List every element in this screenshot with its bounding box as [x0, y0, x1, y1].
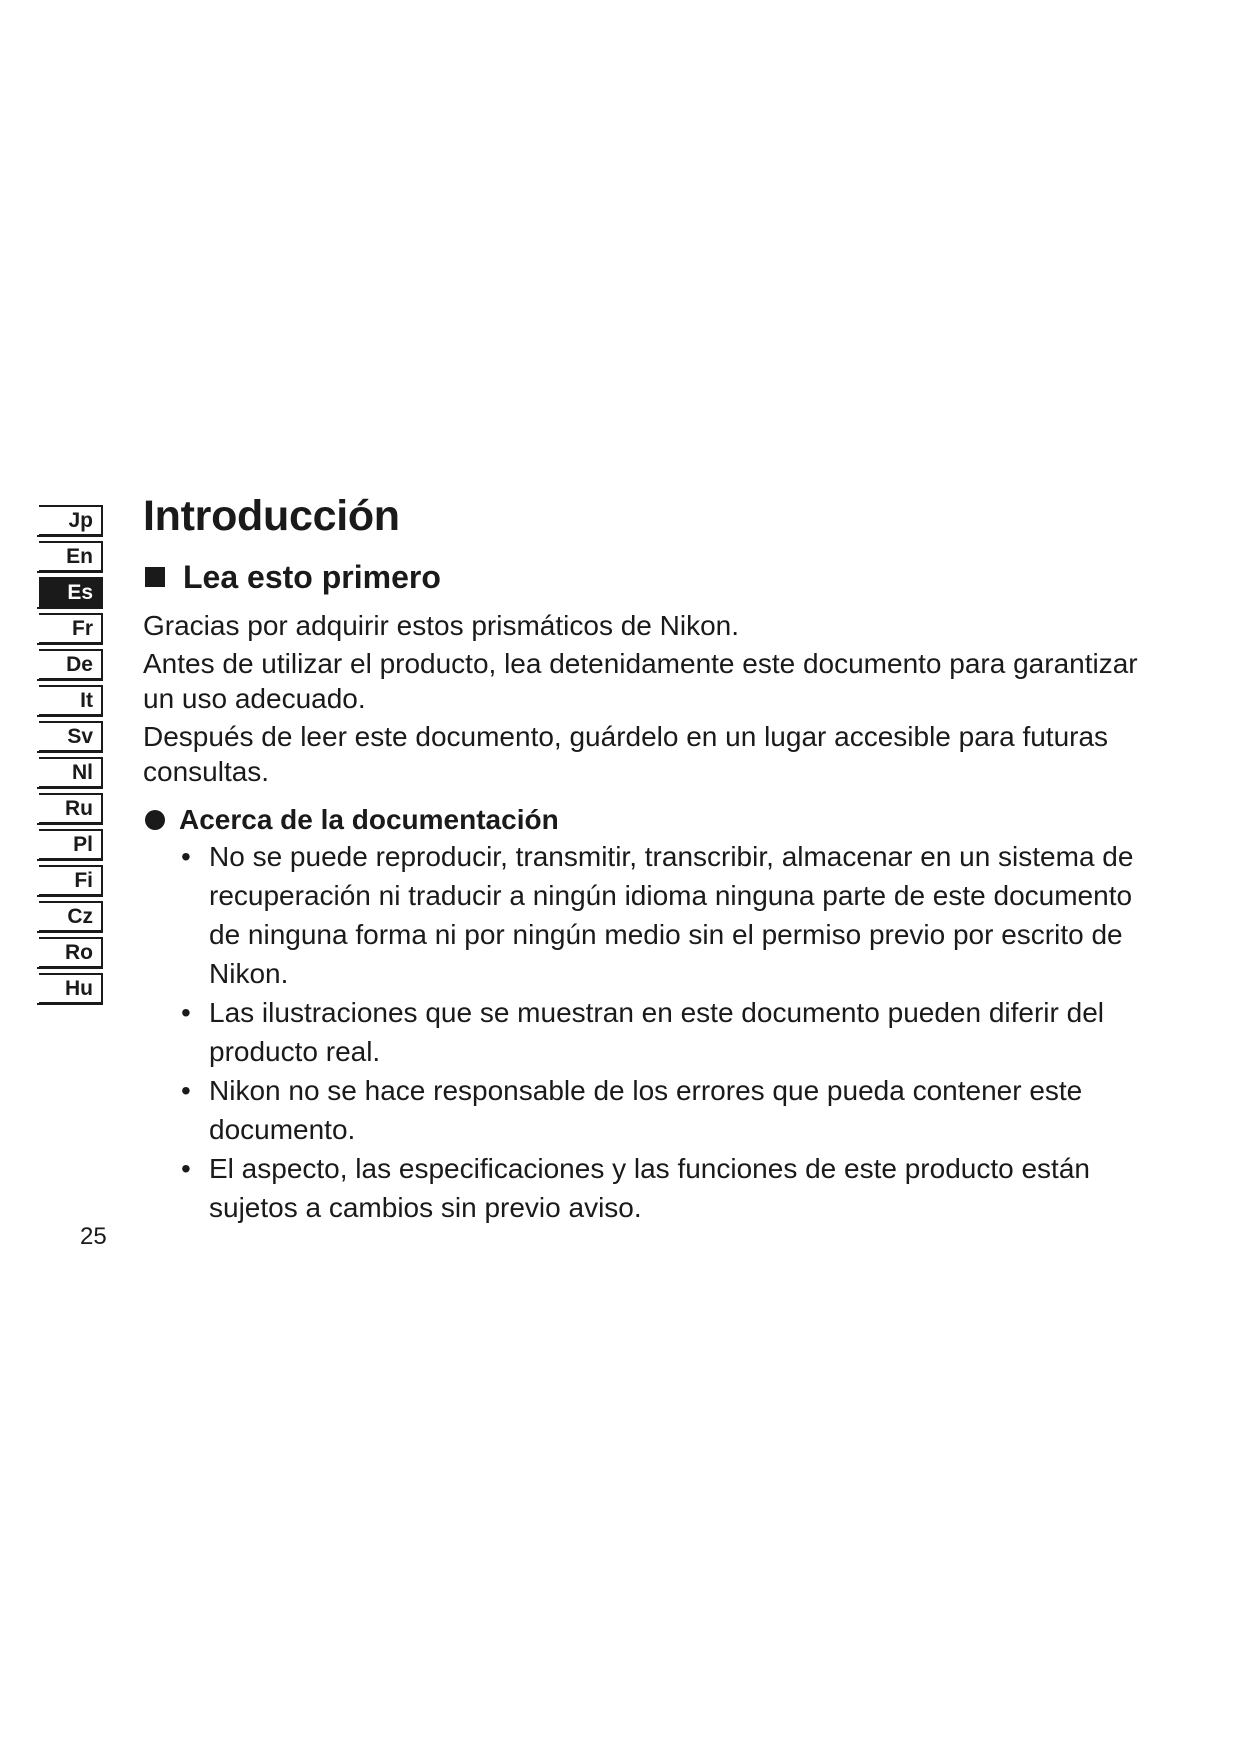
tab-underline — [37, 607, 103, 609]
lang-tab-ru[interactable] — [37, 793, 103, 829]
intro-paragraph: Gracias por adquirir estos prismáticos de Nikon. — [143, 610, 740, 641]
lang-tab-sv[interactable] — [37, 721, 103, 757]
tab-underline — [37, 571, 103, 573]
lang-tab-jp[interactable] — [37, 505, 103, 541]
lang-tab-label: Ru — [39, 793, 103, 824]
lang-tab-cz[interactable] — [37, 901, 103, 937]
lang-tab-es[interactable] — [37, 577, 103, 613]
page-title: Introducción — [143, 492, 400, 540]
list-item — [181, 837, 1143, 993]
list-item — [181, 1071, 1143, 1149]
lang-tab-label: En — [39, 541, 103, 572]
tab-underline — [37, 679, 103, 681]
bullet-dot-icon: • — [181, 1075, 191, 1106]
lang-tab-pl[interactable] — [37, 829, 103, 865]
lang-tab-label: Fr — [39, 613, 103, 644]
bullet-dot-icon: • — [181, 841, 191, 872]
list-item — [181, 1149, 1143, 1227]
lang-tab-label: Fi — [39, 865, 103, 896]
lang-tab-label: Es — [39, 577, 103, 608]
circle-bullet-icon — [145, 810, 165, 830]
lang-tab-en[interactable] — [37, 541, 103, 577]
section-heading-text: Lea esto primero — [183, 559, 441, 595]
bullet-dot-icon: • — [181, 997, 191, 1028]
bullet-dot-icon: • — [181, 1153, 191, 1184]
list-item-text: Las ilustraciones que se muestran en este documento pueden diferir del producto real. — [209, 997, 1104, 1067]
tab-underline — [37, 535, 103, 537]
list-item-text: No se puede reproducir, transmitir, transcribir, almacenar en un sistema de recuperación ni traducir a ningún idioma ninguna parte de este documento de ninguna forma ni por ningún medio sin el permiso previo por escrito de Nikon. — [209, 841, 1134, 989]
lang-tab-label: Hu — [39, 973, 103, 1004]
lang-tab-it[interactable] — [37, 685, 103, 721]
tab-underline — [37, 1003, 103, 1005]
page-number: 25 — [80, 1223, 107, 1250]
lang-tab-label: Sv — [39, 721, 103, 752]
list-item-text: Nikon no se hace responsable de los errores que pueda contener este documento. — [209, 1075, 1083, 1145]
lang-tab-label: Cz — [39, 901, 103, 932]
tab-underline — [37, 895, 103, 897]
documentation-notes-list — [143, 837, 1143, 1227]
intro-paragraph: Antes de utilizar el producto, lea detenidamente este documento para garantizar un uso adecuado. — [143, 648, 1138, 714]
list-item-text: El aspecto, las especificaciones y las funciones de este producto están sujetos a cambios sin previo aviso. — [209, 1153, 1090, 1223]
page-content — [143, 488, 1143, 1227]
tab-underline — [37, 787, 103, 789]
lang-tab-label: It — [39, 685, 103, 716]
subsection-heading-text: Acerca de la documentación — [179, 804, 559, 835]
lang-tab-fi[interactable] — [37, 865, 103, 901]
lang-tab-label: Jp — [39, 505, 103, 536]
tab-underline — [37, 823, 103, 825]
lang-tab-hu[interactable] — [37, 973, 103, 1009]
language-tabs — [37, 505, 103, 1009]
lang-tab-fr[interactable] — [37, 613, 103, 649]
section-heading — [143, 554, 1143, 600]
lang-tab-ro[interactable] — [37, 937, 103, 973]
lang-tab-label: De — [39, 649, 103, 680]
tab-underline — [37, 751, 103, 753]
lang-tab-nl[interactable] — [37, 757, 103, 793]
tab-underline — [37, 643, 103, 645]
tab-underline — [37, 931, 103, 933]
square-bullet-icon — [145, 567, 165, 587]
tab-underline — [37, 715, 103, 717]
lang-tab-label: Ro — [39, 937, 103, 968]
lang-tab-label: Nl — [39, 757, 103, 788]
intro-paragraph: Después de leer este documento, guárdelo en un lugar accesible para futuras consultas. — [143, 721, 1109, 787]
tab-underline — [37, 967, 103, 969]
list-item — [181, 993, 1143, 1071]
lang-tab-label: Pl — [39, 829, 103, 860]
lang-tab-de[interactable] — [37, 649, 103, 685]
subsection-heading — [143, 803, 1143, 837]
tab-underline — [37, 859, 103, 861]
